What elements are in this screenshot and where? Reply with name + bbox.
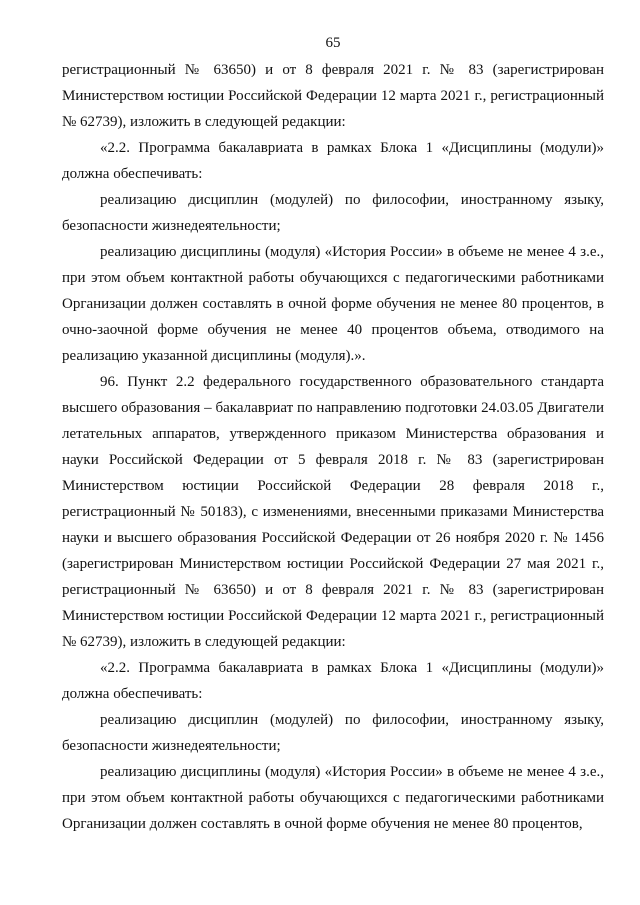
paragraph-quoted-clause: «2.2. Программа бакалавриата в рамках Блока 1 «Дисциплины (модули)» должна обеспечивать: — [62, 140, 604, 182]
paragraph-disciplines: реализацию дисциплин (модулей) по философии, иностранному языку, безопасности жизнедеятельности; — [62, 192, 604, 234]
paragraph-disciplines: реализацию дисциплин (модулей) по философии, иностранному языку, безопасности жизнедеятельности; — [62, 712, 604, 754]
paragraph-history-course: реализацию дисциплины (модуля) «История России» в объеме не менее 4 з.е., при этом объем контактной работы обучающихся с педагогическими работниками Организации должен составлять в очной форме обучения не менее 80 процентов, в очно-заочной форме обучения не менее 40 процентов объема, отводимого на реализацию указанной дисциплины (модуля).». — [62, 244, 604, 364]
paragraph-continuation: регистрационный № 63650) и от 8 февраля 2021 г. № 83 (зарегистрирован Министерством юстиции Российской Федерации 12 марта 2021 г., регистрационный № 62739), изложить в следующей редакции: — [62, 62, 604, 130]
paragraph-history-course: реализацию дисциплины (модуля) «История России» в объеме не менее 4 з.е., при этом объем контактной работы обучающихся с педагогическими работниками Организации должен составлять в очной форме обучения не менее 80 процентов, — [62, 764, 604, 832]
page-number: 65 — [325, 35, 341, 51]
paragraph-item-96: 96. Пункт 2.2 федерального государственного образовательного стандарта высшего образования – бакалавриат по направлению подготовки 24.03.05 Двигатели летательных аппаратов, утвержденного приказом Министерства образования и науки Российской Федерации от 5 февраля 2018 г. № 83 (зарегистрирован Министерством юстиции Российской Федерации 28 февраля 2018 г., регистрационный № 50183), с изменениями, внесенными приказами Министерства науки и высшего образования Российской Федерации от 26 ноября 2020 г. № 1456 (зарегистрирован Министерством юстиции Российской Федерации 27 мая 2021 г., регистрационный № 63650) и от 8 февраля 2021 г. № 83 (зарегистрирован Министерством юстиции Российской Федерации 12 марта 2021 г., регистрационный № 62739), изложить в следующей редакции: — [62, 374, 604, 650]
paragraph-quoted-clause: «2.2. Программа бакалавриата в рамках Блока 1 «Дисциплины (модули)» должна обеспечивать: — [62, 660, 604, 702]
